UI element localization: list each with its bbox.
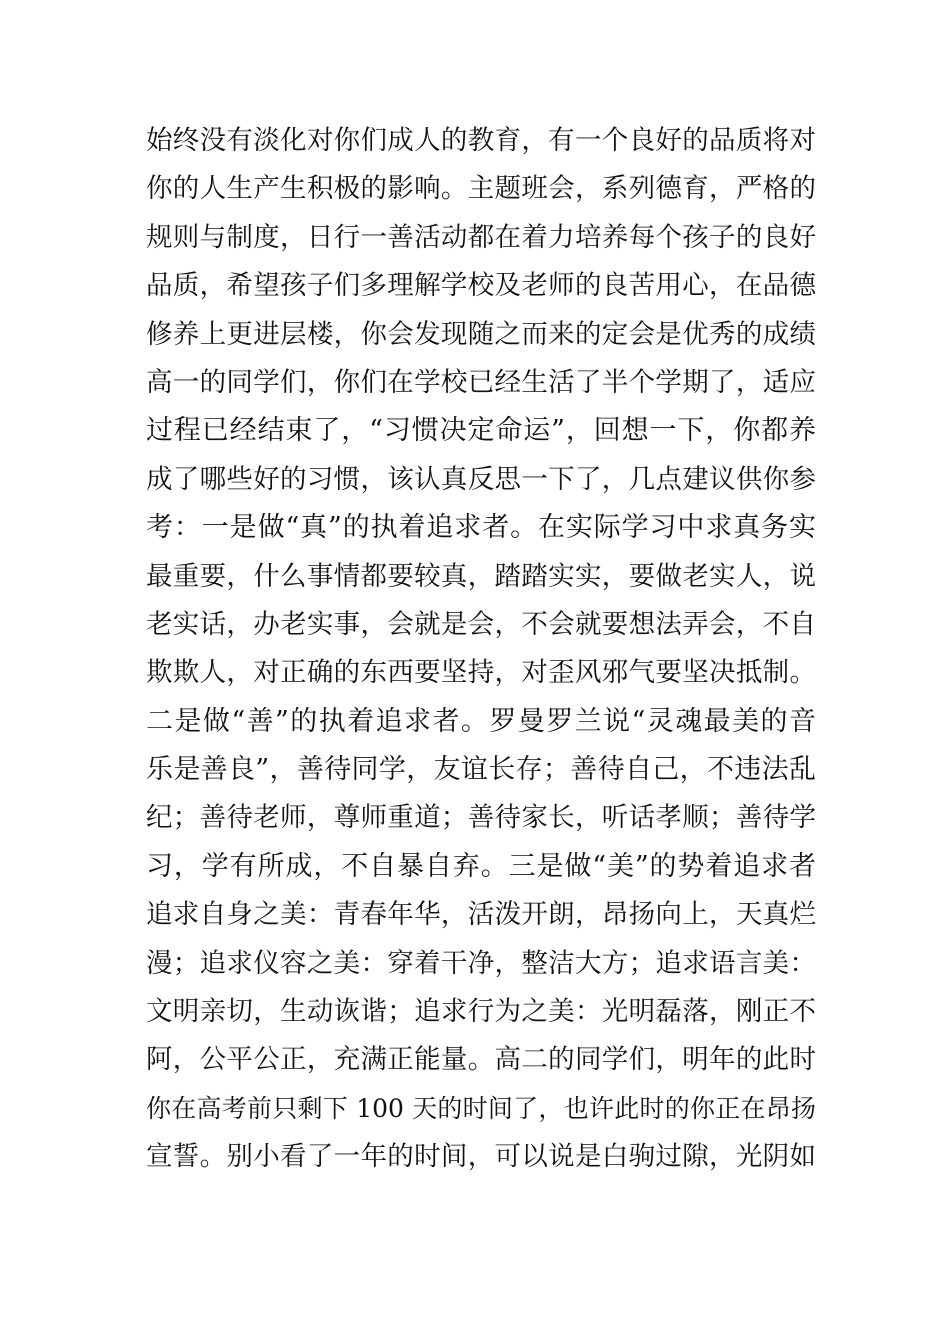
text-line-22: 宣誓。别小看了一年的时间，可以说是白驹过隙，光阴如 (146, 1141, 816, 1173)
text-line-8: 成了哪些好的习惯，该认真反思一下了，几点建议供你参 (146, 463, 816, 495)
text-line-6: 高一的同学们，你们在学校已经生活了半个学期了，适应 (146, 366, 816, 398)
text-line-13: 二是做“善”的执着追求者。罗曼罗兰说“灵魂最美的音 (146, 705, 816, 737)
text-line-10: 最重要，什么事情都要较真，踏踏实实，要做老实人，说 (146, 560, 816, 592)
text-line-4: 品质，希望孩子们多理解学校及老师的良苦用心，在品德 (146, 270, 816, 302)
text-line-18: 漫；追求仪容之美：穿着干净，整洁大方；追求语言美： (146, 947, 816, 979)
text-line-16: 习，学有所成，不自暴自弃。三是做“美”的势着追求者 (146, 850, 816, 882)
text-line-19: 文明亲切，生动诙谐；追求行为之美：光明磊落，刚正不 (146, 996, 816, 1028)
text-line-12: 欺欺人，对正确的东西要坚持，对歪风邪气要坚决抵制。 (146, 657, 816, 689)
text-line-17: 追求自身之美：青春年华，活泼开朗，昂扬向上，天真烂 (146, 899, 816, 931)
text-line-20: 阿，公平公正，充满正能量。高二的同学们，明年的此时 (146, 1044, 816, 1076)
text-line-2: 你的人生产生积极的影响。主题班会，系列德育，严格的 (146, 173, 816, 205)
text-line-5: 修养上更进层楼，你会发现随之而来的定会是优秀的成绩 (146, 318, 816, 350)
text-line-1: 始终没有淡化对你们成人的教育，有一个良好的品质将对 (146, 125, 816, 156)
text-line-11: 老实话，办老实事，会就是会，不会就要想法弄会，不自 (146, 608, 816, 640)
text-line-15: 纪；善待老师，尊师重道；善待家长，听话孝顺；善待学 (146, 802, 816, 834)
body-text (146, 117, 816, 1182)
text-line-14: 乐是善良”，善待同学，友谊长存；善待自己，不违法乱 (146, 754, 816, 786)
text-line-21: 你在高考前只剩下 100 天的时间了，也许此时的你正在昂扬 (146, 1093, 816, 1123)
text-line-7: 过程已经结束了，“习惯决定命运”，回想一下，你都养 (146, 415, 816, 447)
text-line-9: 考：一是做“真”的执着追求者。在实际学习中求真务实 (146, 512, 816, 544)
text-line-3: 规则与制度，日行一善活动都在着力培养每个孩子的良好 (146, 221, 816, 253)
